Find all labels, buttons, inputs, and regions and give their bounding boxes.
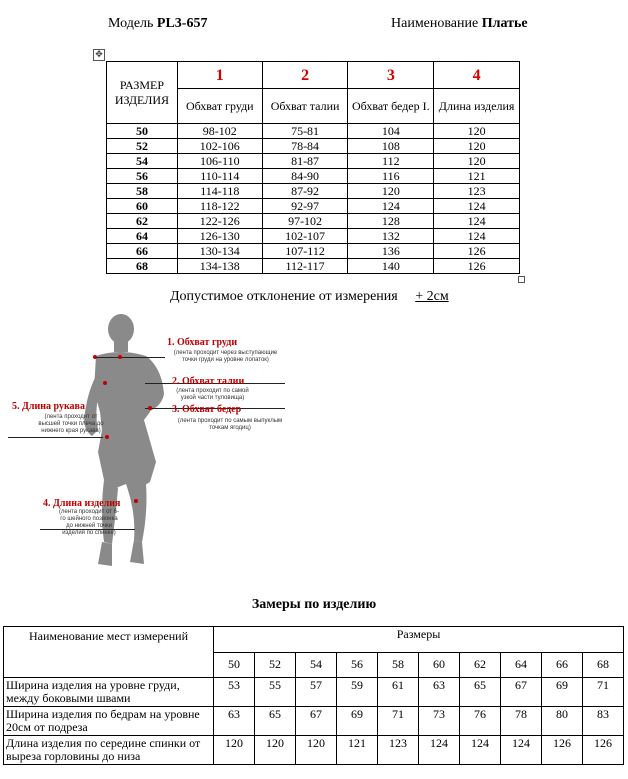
- size-cell-size: 56: [107, 169, 178, 184]
- size-column-header: 52: [255, 652, 296, 678]
- size-cell-waist: 75-81: [262, 124, 348, 139]
- size-cell-length: 120: [434, 124, 520, 139]
- column-number: 4: [434, 62, 520, 89]
- marker-dot: [105, 435, 109, 439]
- size-cell-size: 52: [107, 139, 178, 154]
- size-column-header: 60: [419, 652, 460, 678]
- size-column-header: 64: [501, 652, 542, 678]
- measurement-value: 124: [460, 736, 501, 765]
- label-length-note: (лента проходит от 6-го шейного позвонка до нижней точки изделия по спинке): [58, 509, 120, 536]
- size-cell-waist: 81-87: [262, 154, 348, 169]
- size-column-header: 54: [296, 652, 337, 678]
- marker-dot: [93, 355, 97, 359]
- measurement-label: Ширина изделия на уровне груди, между боковыми швами: [4, 678, 214, 707]
- measurement-value: 69: [542, 678, 583, 707]
- measurement-label: Длина изделия по середине спинки от выреза горловины до низа: [4, 736, 214, 765]
- name-label: Наименование: [391, 16, 479, 31]
- size-row: [107, 184, 520, 199]
- size-cell-length: 120: [434, 139, 520, 154]
- size-column-header: 66: [542, 652, 583, 678]
- size-column-header: 58: [378, 652, 419, 678]
- sleeve-guide-line: [8, 437, 103, 438]
- label-length-title: 4. Длина изделия: [43, 498, 121, 509]
- size-cell-hips: 136: [348, 244, 434, 259]
- measurement-value: 61: [378, 678, 419, 707]
- label-waist-note: (лента проходит по самой узкой части туловища): [176, 388, 249, 401]
- size-cell-length: 126: [434, 259, 520, 274]
- size-corner-label: РАЗМЕР ИЗДЕЛИЯ: [107, 62, 178, 124]
- measurement-value: 71: [583, 678, 624, 707]
- size-table: [106, 61, 520, 274]
- size-cell-chest: 130-134: [177, 244, 262, 259]
- size-cell-chest: 122-126: [177, 214, 262, 229]
- marker-dot: [103, 381, 107, 385]
- measurement-value: 63: [419, 678, 460, 707]
- column-label: Обхват груди: [177, 89, 262, 124]
- measurement-row: [4, 707, 624, 736]
- size-cell-length: 120: [434, 154, 520, 169]
- measurement-value: 80: [542, 707, 583, 736]
- size-cell-chest: 102-106: [177, 139, 262, 154]
- measurement-value: 120: [255, 736, 296, 765]
- measurement-value: 124: [501, 736, 542, 765]
- marker-dot: [134, 499, 138, 503]
- model-code: PL3-657: [156, 16, 208, 31]
- measurement-value: 63: [214, 707, 255, 736]
- size-row: [107, 214, 520, 229]
- size-cell-chest: 126-130: [177, 229, 262, 244]
- size-cell-hips: 116: [348, 169, 434, 184]
- size-cell-waist: 87-92: [262, 184, 348, 199]
- tolerance-line: [170, 289, 449, 305]
- measurement-value: 126: [542, 736, 583, 765]
- model-line: [108, 16, 207, 32]
- size-row: [107, 229, 520, 244]
- measurement-value: 69: [337, 707, 378, 736]
- size-cell-length: 124: [434, 229, 520, 244]
- size-cell-length: 123: [434, 184, 520, 199]
- size-row: [107, 124, 520, 139]
- size-cell-chest: 106-110: [177, 154, 262, 169]
- size-cell-size: 60: [107, 199, 178, 214]
- measurement-value: 83: [583, 707, 624, 736]
- size-cell-waist: 112-117: [262, 259, 348, 274]
- size-column-header: 68: [583, 652, 624, 678]
- measurement-value: 71: [378, 707, 419, 736]
- measurement-value: 126: [583, 736, 624, 765]
- size-cell-size: 64: [107, 229, 178, 244]
- size-cell-hips: 124: [348, 199, 434, 214]
- size-cell-hips: 128: [348, 214, 434, 229]
- size-row: [107, 199, 520, 214]
- size-cell-size: 68: [107, 259, 178, 274]
- label-hips-note: (лента проходит по самым выпуклым точкам ягодиц): [177, 418, 283, 431]
- model-label: Модель: [108, 16, 154, 31]
- measurement-value: 120: [214, 736, 255, 765]
- size-cell-waist: 92-97: [262, 199, 348, 214]
- label-chest-note: (лента проходит через выступающие точки груди на уровне лопаток): [173, 350, 278, 363]
- size-cell-length: 126: [434, 244, 520, 259]
- label-sleeve-note: (лента проходит от высшей точки плеча до нижнего края рукава): [38, 414, 104, 434]
- label-sleeve-title: 5. Длина рукава: [12, 401, 85, 412]
- size-cell-waist: 84-90: [262, 169, 348, 184]
- table-resize-handle[interactable]: [518, 276, 525, 283]
- measurement-row: [4, 736, 624, 765]
- size-cell-chest: 98-102: [177, 124, 262, 139]
- size-column-header: 50: [214, 652, 255, 678]
- size-cell-waist: 78-84: [262, 139, 348, 154]
- size-row: [107, 259, 520, 274]
- measurement-row: [4, 678, 624, 707]
- measurement-value: 65: [460, 678, 501, 707]
- size-cell-hips: 120: [348, 184, 434, 199]
- size-cell-hips: 104: [348, 124, 434, 139]
- size-cell-hips: 108: [348, 139, 434, 154]
- marker-dot: [118, 355, 122, 359]
- measurement-value: 65: [255, 707, 296, 736]
- name-line: [391, 16, 528, 32]
- size-cell-hips: 140: [348, 259, 434, 274]
- tolerance-text: Допустимое отклонение от измерения: [170, 289, 398, 304]
- size-cell-size: 50: [107, 124, 178, 139]
- measurement-value: 67: [501, 678, 542, 707]
- measurement-value: 53: [214, 678, 255, 707]
- size-row: [107, 169, 520, 184]
- tolerance-value: + 2см: [415, 289, 449, 304]
- size-cell-hips: 132: [348, 229, 434, 244]
- size-cell-chest: 114-118: [177, 184, 262, 199]
- size-row: [107, 244, 520, 259]
- measurement-value: 78: [501, 707, 542, 736]
- marker-dot: [148, 406, 152, 410]
- column-number: 2: [262, 62, 348, 89]
- size-cell-length: 124: [434, 199, 520, 214]
- size-cell-chest: 134-138: [177, 259, 262, 274]
- size-cell-size: 58: [107, 184, 178, 199]
- label-chest-title: 1. Обхват груди: [167, 337, 238, 348]
- measurement-value: 120: [296, 736, 337, 765]
- size-cell-size: 62: [107, 214, 178, 229]
- measurements-table: [3, 626, 624, 765]
- label-waist-title: 2. Обхват талии: [172, 376, 245, 387]
- size-row: [107, 154, 520, 169]
- measurement-value: 76: [460, 707, 501, 736]
- name-value: Платье: [481, 16, 528, 31]
- measurement-value: 123: [378, 736, 419, 765]
- size-column-header: 62: [460, 652, 501, 678]
- column-label: Обхват бедер I.: [348, 89, 434, 124]
- place-header: Наименование мест измерений: [4, 627, 214, 678]
- size-cell-length: 124: [434, 214, 520, 229]
- column-label: Длина изделия: [434, 89, 520, 124]
- size-cell-size: 54: [107, 154, 178, 169]
- sizes-header: Размеры: [214, 627, 624, 653]
- measurement-value: 55: [255, 678, 296, 707]
- column-label: Обхват талии: [262, 89, 348, 124]
- measurement-label: Ширина изделия по бедрам на уровне 20см от подреза: [4, 707, 214, 736]
- column-number: 3: [348, 62, 434, 89]
- measurement-figure: [0, 312, 300, 572]
- measurement-value: 67: [296, 707, 337, 736]
- size-cell-chest: 118-122: [177, 199, 262, 214]
- size-cell-size: 66: [107, 244, 178, 259]
- measurements-title: Замеры по изделию: [251, 597, 377, 612]
- size-row: [107, 139, 520, 154]
- label-hips-title: 3. Обхват бедер: [172, 404, 242, 415]
- size-cell-waist: 102-107: [262, 229, 348, 244]
- size-cell-length: 121: [434, 169, 520, 184]
- size-cell-waist: 97-102: [262, 214, 348, 229]
- size-cell-waist: 107-112: [262, 244, 348, 259]
- size-cell-hips: 112: [348, 154, 434, 169]
- measurement-value: 124: [419, 736, 460, 765]
- measurement-value: 121: [337, 736, 378, 765]
- measurement-value: 57: [296, 678, 337, 707]
- size-column-header: 56: [337, 652, 378, 678]
- measurement-value: 73: [419, 707, 460, 736]
- measurement-value: 59: [337, 678, 378, 707]
- table-move-handle-icon[interactable]: ✥: [93, 49, 105, 61]
- size-cell-chest: 110-114: [177, 169, 262, 184]
- column-number: 1: [177, 62, 262, 89]
- chest-guide-line: [95, 357, 165, 358]
